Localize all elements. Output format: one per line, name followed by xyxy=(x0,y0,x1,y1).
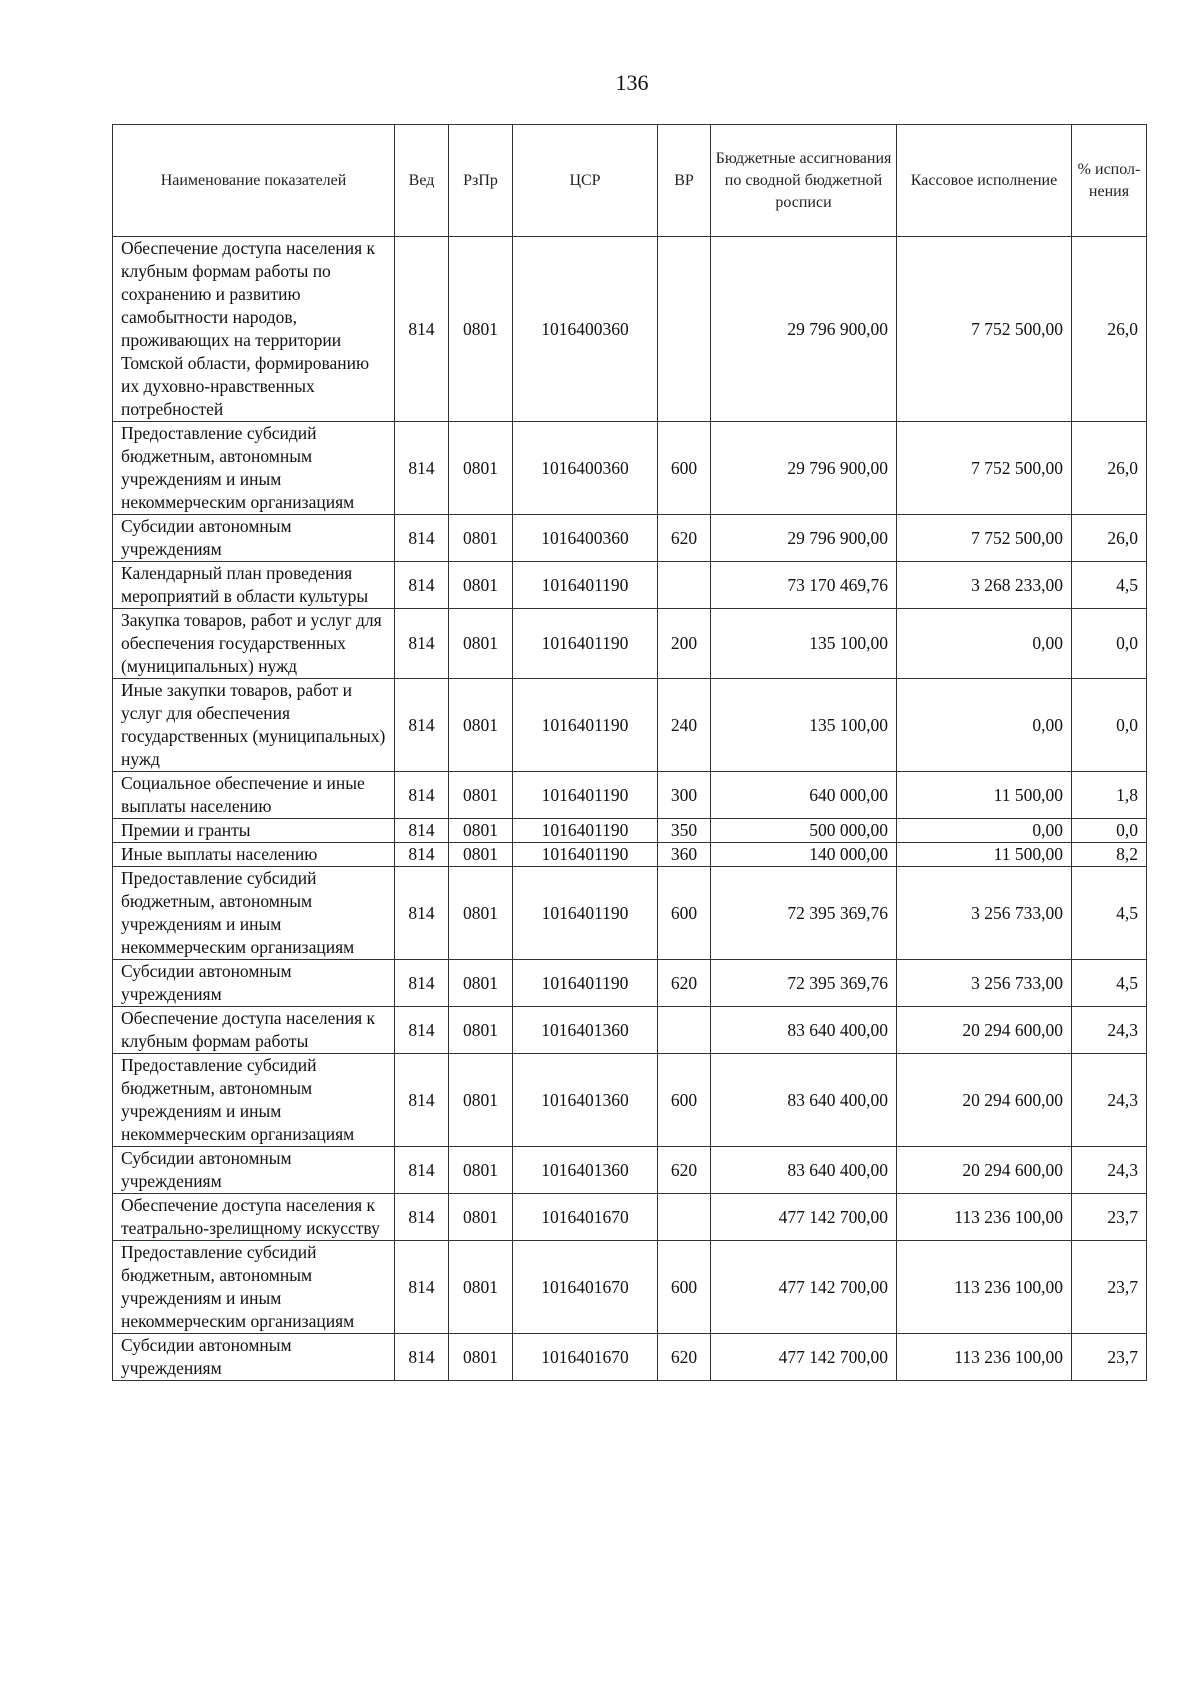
row-executed: 113 236 100,00 xyxy=(897,1194,1072,1241)
table-row xyxy=(113,1007,1147,1054)
row-assigned: 135 100,00 xyxy=(711,609,897,679)
row-percent: 26,0 xyxy=(1072,515,1147,562)
row-assigned: 83 640 400,00 xyxy=(711,1147,897,1194)
table-row xyxy=(113,867,1147,960)
row-executed: 0,00 xyxy=(897,679,1072,772)
row-csr: 1016401360 xyxy=(513,1007,658,1054)
row-ved: 814 xyxy=(395,237,449,422)
row-percent: 0,0 xyxy=(1072,609,1147,679)
row-assigned: 72 395 369,76 xyxy=(711,960,897,1007)
row-percent: 4,5 xyxy=(1072,562,1147,609)
row-csr: 1016400360 xyxy=(513,515,658,562)
table-row xyxy=(113,679,1147,772)
row-name: Субсидии автономным учреждениям xyxy=(113,1334,395,1381)
row-executed: 20 294 600,00 xyxy=(897,1054,1072,1147)
table-body xyxy=(113,237,1147,1381)
row-assigned: 140 000,00 xyxy=(711,843,897,867)
table-row xyxy=(113,609,1147,679)
header-assigned: Бюджетные ассигнования по сводной бюджетной росписи xyxy=(711,125,897,237)
row-rzpr: 0801 xyxy=(449,867,513,960)
row-csr: 1016401190 xyxy=(513,867,658,960)
row-rzpr: 0801 xyxy=(449,679,513,772)
row-assigned: 73 170 469,76 xyxy=(711,562,897,609)
table-row xyxy=(113,562,1147,609)
row-ved: 814 xyxy=(395,1147,449,1194)
row-name: Социальное обеспечение и иные выплаты населению xyxy=(113,772,395,819)
row-rzpr: 0801 xyxy=(449,1241,513,1334)
row-csr: 1016401360 xyxy=(513,1054,658,1147)
table-row xyxy=(113,1054,1147,1147)
row-vr: 620 xyxy=(658,515,711,562)
row-percent: 24,3 xyxy=(1072,1007,1147,1054)
row-name: Субсидии автономным учреждениям xyxy=(113,515,395,562)
header-ved: Вед xyxy=(395,125,449,237)
row-name: Предоставление субсидий бюджетным, автономным учреждениям и иным некоммерческим организациям xyxy=(113,1241,395,1334)
row-ved: 814 xyxy=(395,1334,449,1381)
row-executed: 3 256 733,00 xyxy=(897,960,1072,1007)
row-ved: 814 xyxy=(395,843,449,867)
row-percent: 1,8 xyxy=(1072,772,1147,819)
row-executed: 7 752 500,00 xyxy=(897,237,1072,422)
row-vr: 620 xyxy=(658,960,711,1007)
row-csr: 1016401670 xyxy=(513,1194,658,1241)
row-vr: 240 xyxy=(658,679,711,772)
row-rzpr: 0801 xyxy=(449,843,513,867)
row-executed: 3 268 233,00 xyxy=(897,562,1072,609)
row-vr: 600 xyxy=(658,1054,711,1147)
row-assigned: 477 142 700,00 xyxy=(711,1334,897,1381)
row-rzpr: 0801 xyxy=(449,515,513,562)
row-percent: 4,5 xyxy=(1072,960,1147,1007)
row-assigned: 29 796 900,00 xyxy=(711,515,897,562)
row-ved: 814 xyxy=(395,515,449,562)
row-rzpr: 0801 xyxy=(449,422,513,515)
header-vr: ВР xyxy=(658,125,711,237)
row-vr: 600 xyxy=(658,422,711,515)
row-csr: 1016401190 xyxy=(513,772,658,819)
row-csr: 1016401190 xyxy=(513,562,658,609)
header-percent: % испол-нения xyxy=(1072,125,1147,237)
row-vr xyxy=(658,562,711,609)
row-csr: 1016401190 xyxy=(513,960,658,1007)
row-rzpr: 0801 xyxy=(449,1147,513,1194)
row-name: Иные выплаты населению xyxy=(113,843,395,867)
row-vr: 600 xyxy=(658,1241,711,1334)
row-name: Предоставление субсидий бюджетным, автономным учреждениям и иным некоммерческим организациям xyxy=(113,1054,395,1147)
table-row xyxy=(113,1194,1147,1241)
row-ved: 814 xyxy=(395,679,449,772)
row-name: Предоставление субсидий бюджетным, автономным учреждениям и иным некоммерческим организациям xyxy=(113,867,395,960)
header-name: Наименование показателей xyxy=(113,125,395,237)
row-executed: 20 294 600,00 xyxy=(897,1147,1072,1194)
row-rzpr: 0801 xyxy=(449,1194,513,1241)
row-executed: 20 294 600,00 xyxy=(897,1007,1072,1054)
row-vr: 200 xyxy=(658,609,711,679)
row-rzpr: 0801 xyxy=(449,562,513,609)
row-name: Премии и гранты xyxy=(113,819,395,843)
row-percent: 24,3 xyxy=(1072,1147,1147,1194)
row-csr: 1016401190 xyxy=(513,819,658,843)
row-name: Закупка товаров, работ и услуг для обеспечения государственных (муниципальных) нужд xyxy=(113,609,395,679)
row-vr: 350 xyxy=(658,819,711,843)
row-percent: 24,3 xyxy=(1072,1054,1147,1147)
row-vr xyxy=(658,1194,711,1241)
page-number: 136 xyxy=(615,70,649,95)
row-name: Обеспечение доступа населения к клубным формам работы по сохранению и развитию самобытности народов, проживающих на территории Томской области, формированию их духовно-нравственных потребностей xyxy=(113,237,395,422)
table-row xyxy=(113,819,1147,843)
row-executed: 113 236 100,00 xyxy=(897,1241,1072,1334)
row-vr: 600 xyxy=(658,867,711,960)
row-percent: 26,0 xyxy=(1072,422,1147,515)
row-assigned: 29 796 900,00 xyxy=(711,422,897,515)
row-rzpr: 0801 xyxy=(449,609,513,679)
row-percent: 0,0 xyxy=(1072,679,1147,772)
row-name: Иные закупки товаров, работ и услуг для обеспечения государственных (муниципальных) нужд xyxy=(113,679,395,772)
row-ved: 814 xyxy=(395,867,449,960)
row-assigned: 72 395 369,76 xyxy=(711,867,897,960)
row-name: Субсидии автономным учреждениям xyxy=(113,1147,395,1194)
row-assigned: 29 796 900,00 xyxy=(711,237,897,422)
row-executed: 3 256 733,00 xyxy=(897,867,1072,960)
table-row xyxy=(113,843,1147,867)
row-ved: 814 xyxy=(395,562,449,609)
table-row xyxy=(113,515,1147,562)
row-vr: 360 xyxy=(658,843,711,867)
row-name: Обеспечение доступа населения к театрально-зрелищному искусству xyxy=(113,1194,395,1241)
budget-table xyxy=(112,124,1147,1381)
row-csr: 1016401360 xyxy=(513,1147,658,1194)
row-assigned: 83 640 400,00 xyxy=(711,1007,897,1054)
row-name: Обеспечение доступа населения к клубным формам работы xyxy=(113,1007,395,1054)
row-assigned: 477 142 700,00 xyxy=(711,1241,897,1334)
table-row xyxy=(113,1147,1147,1194)
row-assigned: 500 000,00 xyxy=(711,819,897,843)
header-rzpr: РзПр xyxy=(449,125,513,237)
row-vr: 620 xyxy=(658,1147,711,1194)
table-row xyxy=(113,960,1147,1007)
row-ved: 814 xyxy=(395,1054,449,1147)
row-percent: 23,7 xyxy=(1072,1241,1147,1334)
row-ved: 814 xyxy=(395,1194,449,1241)
row-executed: 0,00 xyxy=(897,819,1072,843)
row-vr: 620 xyxy=(658,1334,711,1381)
row-executed: 7 752 500,00 xyxy=(897,422,1072,515)
row-percent: 4,5 xyxy=(1072,867,1147,960)
row-csr: 1016401670 xyxy=(513,1334,658,1381)
row-vr xyxy=(658,1007,711,1054)
row-percent: 23,7 xyxy=(1072,1334,1147,1381)
row-assigned: 83 640 400,00 xyxy=(711,1054,897,1147)
row-percent: 23,7 xyxy=(1072,1194,1147,1241)
table-row xyxy=(113,237,1147,422)
row-executed: 7 752 500,00 xyxy=(897,515,1072,562)
table-header xyxy=(113,125,1147,237)
row-name: Субсидии автономным учреждениям xyxy=(113,960,395,1007)
row-name: Предоставление субсидий бюджетным, автономным учреждениям и иным некоммерческим организациям xyxy=(113,422,395,515)
row-executed: 113 236 100,00 xyxy=(897,1334,1072,1381)
table-row xyxy=(113,422,1147,515)
row-percent: 0,0 xyxy=(1072,819,1147,843)
row-ved: 814 xyxy=(395,1007,449,1054)
row-executed: 0,00 xyxy=(897,609,1072,679)
row-csr: 1016401190 xyxy=(513,843,658,867)
row-csr: 1016400360 xyxy=(513,237,658,422)
row-rzpr: 0801 xyxy=(449,772,513,819)
row-assigned: 477 142 700,00 xyxy=(711,1194,897,1241)
row-csr: 1016401670 xyxy=(513,1241,658,1334)
header-executed: Кассовое исполнение xyxy=(897,125,1072,237)
row-rzpr: 0801 xyxy=(449,1334,513,1381)
row-rzpr: 0801 xyxy=(449,1054,513,1147)
row-executed: 11 500,00 xyxy=(897,843,1072,867)
row-assigned: 135 100,00 xyxy=(711,679,897,772)
row-ved: 814 xyxy=(395,960,449,1007)
row-ved: 814 xyxy=(395,1241,449,1334)
row-csr: 1016400360 xyxy=(513,422,658,515)
table-row xyxy=(113,1334,1147,1381)
table-row xyxy=(113,772,1147,819)
header-csr: ЦСР xyxy=(513,125,658,237)
row-ved: 814 xyxy=(395,422,449,515)
row-rzpr: 0801 xyxy=(449,1007,513,1054)
row-vr: 300 xyxy=(658,772,711,819)
table-row xyxy=(113,1241,1147,1334)
row-ved: 814 xyxy=(395,819,449,843)
row-percent: 26,0 xyxy=(1072,237,1147,422)
row-ved: 814 xyxy=(395,609,449,679)
row-rzpr: 0801 xyxy=(449,819,513,843)
row-executed: 11 500,00 xyxy=(897,772,1072,819)
row-ved: 814 xyxy=(395,772,449,819)
row-vr xyxy=(658,237,711,422)
row-rzpr: 0801 xyxy=(449,237,513,422)
row-csr: 1016401190 xyxy=(513,609,658,679)
row-rzpr: 0801 xyxy=(449,960,513,1007)
row-assigned: 640 000,00 xyxy=(711,772,897,819)
row-csr: 1016401190 xyxy=(513,679,658,772)
row-percent: 8,2 xyxy=(1072,843,1147,867)
row-name: Календарный план проведения мероприятий в области культуры xyxy=(113,562,395,609)
